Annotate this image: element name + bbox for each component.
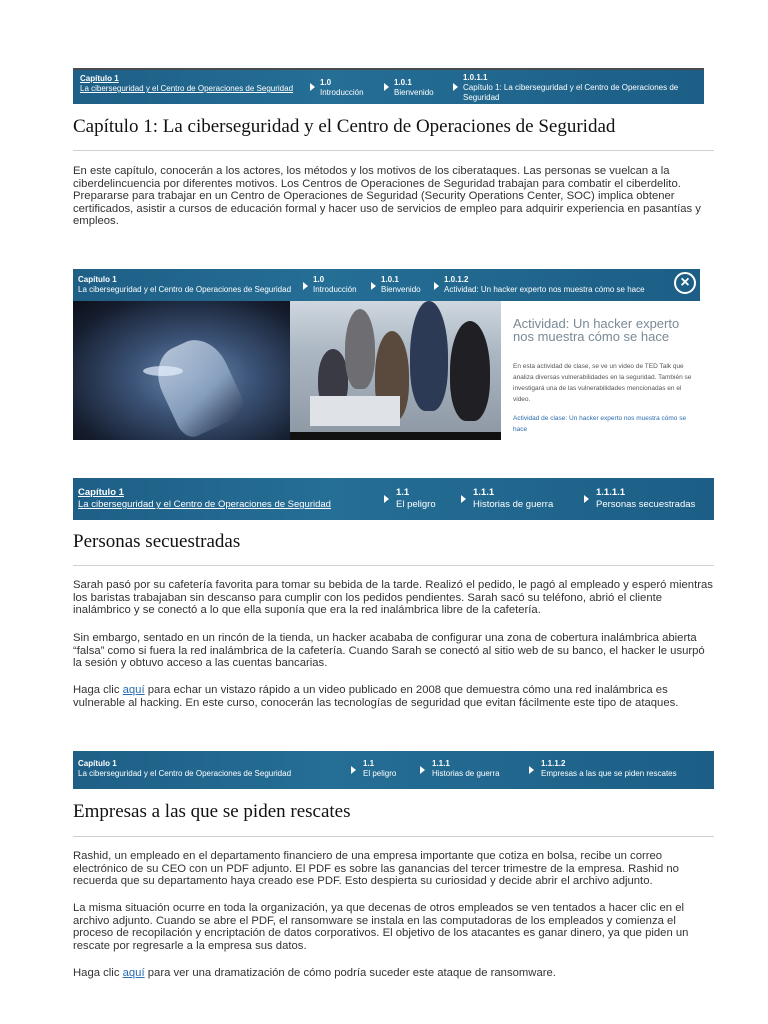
chevron-right-icon	[310, 83, 315, 91]
chevron-right-icon	[434, 282, 439, 290]
breadcrumb-chapter[interactable]	[80, 74, 295, 94]
activity-media	[73, 301, 700, 440]
breadcrumb-bar-2	[73, 269, 700, 301]
breadcrumb-item[interactable]: 1.1 El peligro	[396, 487, 436, 510]
intro-paragraph: En este capítulo, conocerán a los actores, los métodos y los motivos de los ciberataques. Las personas se vuelcan a la ciberdelincuencia por diferentes motivos. Los Centros de Operaciones de Seguridad trabajan para combatir el ciberdelito. Prepararse para trabajar en un Centro de Operaciones de Seguridad (Security Operations Center, SOC) implica obtener certificados, asistir a cursos de educación formal y hacer uso de servicios de empleo para adquirir experiencia en pasantías y empleos.	[73, 165, 701, 227]
students-image	[290, 301, 501, 432]
breadcrumb-item-current[interactable]: 1.1.1.1 Personas secuestradas	[596, 487, 696, 510]
chevron-right-icon	[461, 495, 466, 503]
chevron-right-icon	[371, 282, 376, 290]
breadcrumb-item-current[interactable]: 1.0.1.2 Actividad: Un hacker experto nos muestra cómo se hace	[444, 275, 645, 294]
divider	[73, 836, 714, 837]
story-paragraph-2: La misma situación ocurre en toda la organización, ya que decenas de otros empleados se ven tentados a hacer clic en el archivo adjunto. Cuando se abre el PDF, el ransomware se instala en las computadoras de los empleados y comienza el proceso de recopilación y encriptación de datos corporativos. El objetivo de los atacantes es ganar dinero, ya que piden un rescate por regresarle a la empresa sus datos.	[73, 902, 689, 952]
glow-shape	[143, 366, 183, 376]
story-paragraph-2: Sin embargo, sentado en un rincón de la tienda, un hacker acababa de configurar una zona de cobertura inalámbrica abierta “falsa” como si fuera la red inalámbrica de la cafetería. Cuando Sarah se conectó al sitio web de su banco, el hacker le usurpó la sesión y obtuvo acceso a las cuentas bancarias.	[73, 632, 705, 669]
activity-title: Actividad: Un hacker experto nos muestra cómo se hace	[513, 316, 680, 344]
story-paragraph-1: Rashid, un empleado en el departamento financiero de una empresa importante que cotiza en bolsa, recibe un correo electrónico de su CEO con un PDF adjunto. El PDF es sobre las ganancias del tercer trimestre de la empresa. Rashid no recuerda que su departamento haya creado ese PDF. Esto despierta su curiosidad y decide abrir el archivo adjunto.	[73, 850, 679, 887]
chevron-right-icon	[529, 766, 534, 774]
chevron-right-icon	[420, 766, 425, 774]
breadcrumb-item[interactable]: 1.1 El peligro	[363, 759, 397, 778]
chevron-right-icon	[384, 83, 389, 91]
breadcrumb-item[interactable]: 1.0 Introducción	[320, 78, 364, 97]
laptop-shape	[310, 396, 400, 426]
section-title: Empresas a las que se piden rescates	[73, 801, 351, 822]
close-icon[interactable]: ×	[674, 272, 696, 294]
breadcrumb-chapter[interactable]: Capítulo 1 La ciberseguridad y el Centro de Operaciones de Seguridad	[78, 759, 292, 778]
chevron-right-icon	[384, 495, 389, 503]
image-strip	[290, 432, 501, 440]
hand-shape	[147, 330, 248, 440]
breadcrumb-bar-1	[73, 70, 704, 104]
story-paragraph-3: Haga clic aquí para echar un vistazo rápido a un video publicado en 2008 que demuestra cómo una red inalámbrica es vulnerable al hacking. En este curso, conocerán las tecnologías de seguridad que evitan fácilmente este tipo de ataques.	[73, 684, 679, 709]
video-link[interactable]: aquí	[122, 967, 145, 979]
chevron-right-icon	[351, 766, 356, 774]
activity-link[interactable]: Actividad de clase: Un hacker experto nos muestra cómo se hace	[513, 415, 687, 433]
breadcrumb-item[interactable]: 1.0.1 Bienvenido	[381, 275, 421, 294]
activity-text: En esta actividad de clase, se ve un video de TED Talk que analiza diversas vulnerabilidades en la seguridad. También se investigará una de las vulnerabilidades mencionadas en el video.	[513, 363, 692, 403]
breadcrumb-item[interactable]: 1.1.1 Historias de guerra	[473, 487, 554, 510]
chevron-right-icon	[303, 282, 308, 290]
breadcrumb-chapter[interactable]: Capítulo 1 La ciberseguridad y el Centro de Operaciones de Seguridad	[78, 275, 292, 294]
breadcrumb-item-current[interactable]: 1.0.1.1 Capítulo 1: La ciberseguridad y el Centro de Operaciones de Seguridad	[463, 73, 679, 102]
chapter-title: La ciberseguridad y el Centro de Operaciones de Seguridad	[80, 84, 294, 93]
activity-panel	[513, 301, 700, 435]
divider	[73, 150, 714, 151]
breadcrumb-item[interactable]: 1.1.1 Historias de guerra	[432, 759, 500, 778]
chevron-right-icon	[584, 495, 589, 503]
section-title: Personas secuestradas	[73, 531, 241, 552]
story-paragraph-3: Haga clic aquí para ver una dramatización de cómo podría suceder este ataque de ransomware.	[73, 967, 556, 979]
breadcrumb-bar-4	[73, 751, 714, 789]
breadcrumb-bar-3	[73, 478, 714, 520]
story-paragraph-1: Sarah pasó por su cafetería favorita para tomar su bebida de la tarde. Realizó el pedido, le pagó al empleado y esperó mientras los baristas trabajaban sin descanso para cumplir con los pedidos pendientes. Sarah sacó su teléfono, abrió el cliente inalámbrico y se conectó a lo que ella suponía que era la red inalámbrica libre de la cafetería.	[73, 579, 713, 616]
breadcrumb-item[interactable]: 1.0.1 Bienvenido	[394, 78, 434, 97]
chapter-number: Capítulo 1	[80, 74, 119, 83]
video-link[interactable]: aquí	[122, 684, 145, 696]
breadcrumb-chapter[interactable]: Capítulo 1 La ciberseguridad y el Centro de Operaciones de Seguridad	[78, 487, 331, 510]
chevron-right-icon	[453, 83, 458, 91]
page-title: Capítulo 1: La ciberseguridad y el Centro de Operaciones de Seguridad	[73, 116, 616, 137]
breadcrumb-item[interactable]: 1.0 Introducción	[313, 275, 357, 294]
touchscreen-image	[73, 301, 290, 440]
divider	[73, 565, 714, 566]
breadcrumb-item-current[interactable]: 1.1.1.2 Empresas a las que se piden rescates	[541, 759, 677, 778]
